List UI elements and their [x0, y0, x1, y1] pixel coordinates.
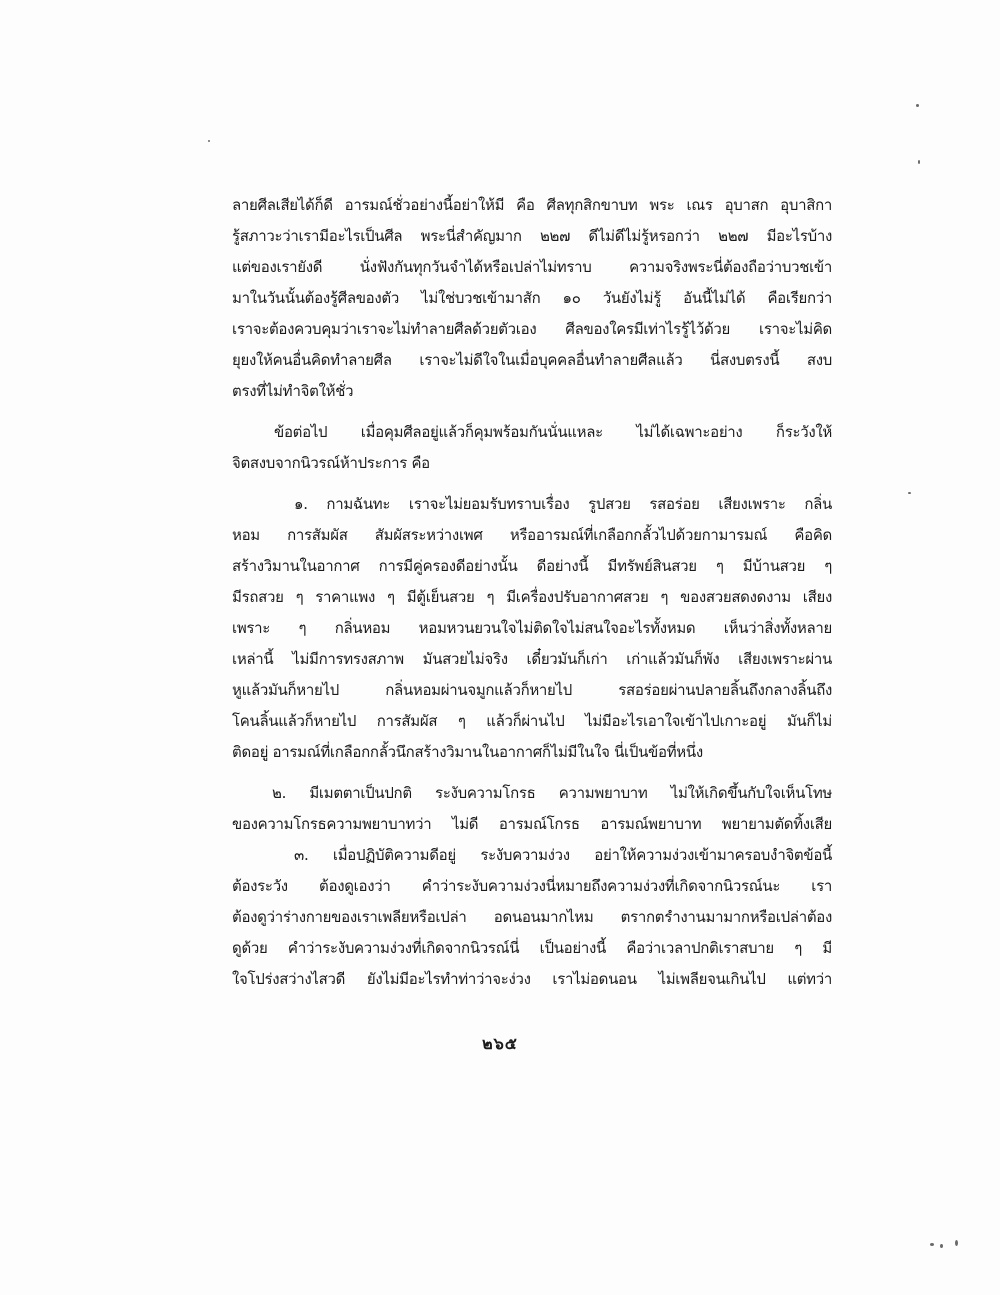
text-line: เพราะ ๆ กลิ่นหอม หอมหวนยวนใจไม่ติดใจไม่สนใจอะไรทั้งหมด เห็นว่าสิ่งทั้งหลาย	[232, 619, 832, 637]
text-line: มีรถสวย ๆ ราคาแพง ๆ มีตู้เย็นสวย ๆ มีเครื่องปรับอากาศสวย ๆ ของสวยสดงดงาม เสียง	[232, 588, 832, 606]
scan-speck	[955, 1240, 958, 1246]
text-line: จิตสงบจากนิวรณ์ห้าประการ คือ	[232, 454, 430, 472]
text-line: เราจะต้องควบคุมว่าเราจะไม่ทำลายศีลด้วยตัวเอง ศีลของใครมีเท่าไรรู้ไว้ด้วย เราจะไม่คิด	[232, 320, 832, 338]
page-number: ๒๖๕	[482, 1034, 518, 1053]
text-line: มาในวันนั้นต้องรู้ศีลของตัว ไม่ใช่บวชเข้ามาสัก ๑๐ วันยังไม่รู้ อันนี้ไม่ได้ คือเรียกว่า	[232, 289, 832, 307]
scan-speck	[908, 492, 911, 494]
text-line: รู้สภาวะว่าเรามีอะไรเป็นศีล พระนี่สำคัญมาก ๒๒๗ ดีไม่ดีไม่รู้หรอกว่า ๒๒๗ มีอะไรบ้าง	[232, 227, 832, 245]
scan-speck	[208, 140, 210, 142]
text-line: ติดอยู่ อารมณ์ที่เกลือกกลั้วนึกสร้างวิมานในอากาศก็ไม่มีในใจ นี่เป็นข้อที่หนึ่ง	[232, 743, 703, 761]
text-line: ๑. กามฉันทะ เราจะไม่ยอมรับทราบเรื่อง รูปสวย รสอร่อย เสียงเพราะ กลิ่น	[294, 495, 832, 513]
text-line: ๒. มีเมตตาเป็นปกติ ระงับความโกรธ ความพยาบาท ไม่ให้เกิดขึ้นกับใจเห็นโทษ	[272, 784, 832, 802]
text-line: ๓. เมื่อปฏิบัติความดีอยู่ ระงับความง่วง อย่าให้ความง่วงเข้ามาครอบงำจิตข้อนี้	[294, 846, 832, 864]
text-line: ยุยงให้คนอื่นคิดทำลายศีล เราจะไม่ดีใจในเมื่อบุคคลอื่นทำลายศีลแล้ว นี่สงบตรงนี้ สงบ	[232, 351, 832, 369]
text-line: ใจโปร่งสว่างไสวดี ยังไม่มีอะไรทำท่าว่าจะง่วง เราไม่อดนอน ไม่เพลียจนเกินไป แต่ทว่า	[232, 970, 832, 988]
text-line: ต้องดูว่าร่างกายของเราเพลียหรือเปล่า อดนอนมากไหม ตรากตรำงานมามากหรือเปล่าต้อง	[232, 908, 832, 926]
text-line: สร้างวิมานในอากาศ การมีคู่ครองดีอย่างนั้น ดีอย่างนี้ มีทรัพย์สินสวย ๆ มีบ้านสวย ๆ	[232, 557, 832, 575]
scan-speck	[916, 104, 919, 107]
text-line: ของความโกรธความพยาบาทว่า ไม่ดี อารมณ์โกรธ อารมณ์พยาบาท พยายามตัดทิ้งเสีย	[232, 815, 832, 833]
scan-speck	[940, 1244, 943, 1248]
text-line: เหล่านี้ ไม่มีการทรงสภาพ มันสวยไม่จริง เดี๋ยวมันก็เก่า เก่าแล้วมันก็พัง เสียงเพราะผ่าน	[232, 650, 832, 668]
text-line: ดูด้วย คำว่าระงับความง่วงที่เกิดจากนิวรณ์นี่ เป็นอย่างนี้ คือว่าเวลาปกติเราสบาย ๆ มี	[232, 939, 832, 957]
text-line: หอม การสัมผัส สัมผัสระหว่างเพศ หรืออารมณ์ที่เกลือกกลั้วไปด้วยกามารมณ์ คือคิด	[232, 526, 832, 544]
text-line: โคนลิ้นแล้วก็หายไป การสัมผัส ๆ แล้วก็ผ่านไป ไม่มีอะไรเอาใจเข้าไปเกาะอยู่ มันก็ไม่	[232, 712, 832, 730]
text-line: ตรงที่ไม่ทำจิตให้ชั่ว	[232, 382, 354, 400]
text-line: หูแล้วมันก็หายไป กลิ่นหอมผ่านจมูกแล้วก็หายไป รสอร่อยผ่านปลายลิ้นถึงกลางลิ้นถึง	[232, 681, 832, 699]
text-line: ต้องระวัง ต้องดูเองว่า คำว่าระงับความง่วงนี่หมายถึงความง่วงที่เกิดจากนิวรณ์นะ เรา	[232, 877, 832, 895]
scan-speck	[918, 160, 920, 164]
text-line: ข้อต่อไป เมื่อคุมศีลอยู่แล้วก็คุมพร้อมกันนั่นแหละ ไม่ได้เฉพาะอย่าง ก็ระวังให้	[274, 423, 832, 441]
scan-speck	[930, 1243, 934, 1246]
text-line: แต่ของเรายังดี นั่งฟังกันทุกวันจำได้หรือเปล่าไม่ทราบ ความจริงพระนี่ต้องถือว่าบวชเข้า	[232, 258, 832, 276]
body-text	[232, 190, 832, 995]
text-line: ลายศีลเสียได้ก็ดี อารมณ์ชั่วอย่างนี้อย่าให้มี คือ ศีลทุกสิกขาบท พระ เณร อุบาสก อุบาสิกา	[232, 196, 832, 214]
